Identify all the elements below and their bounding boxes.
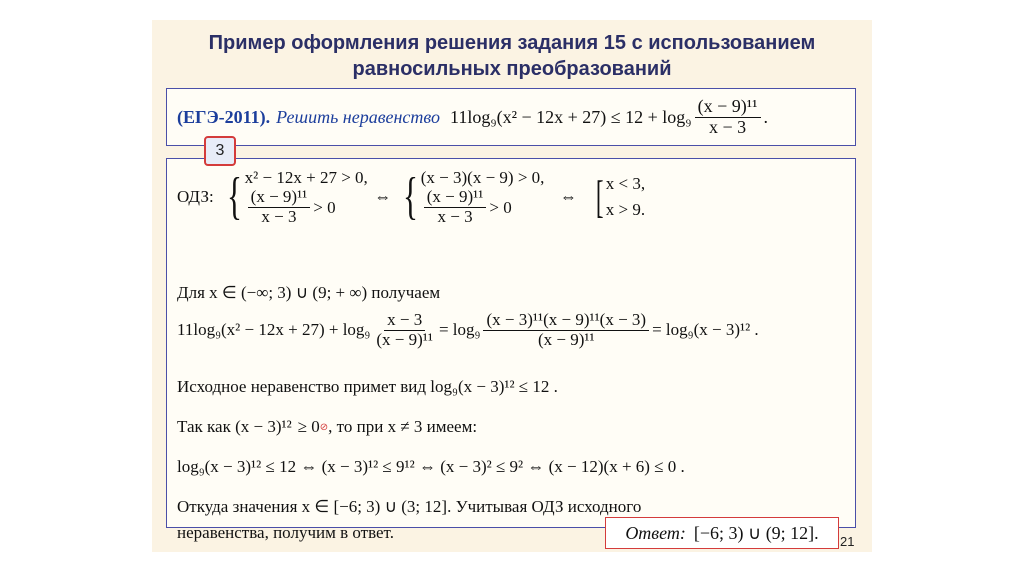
- transform-part3: = log₉(x − 3)¹² .: [652, 320, 759, 340]
- odz-set-line2: x > 9.: [605, 199, 646, 219]
- odz-sys2-tail: > 0: [489, 197, 512, 217]
- odz-label: ОДЗ:: [177, 186, 214, 206]
- since-line: [177, 417, 477, 437]
- since-part-a: Так как (x − 3)¹²: [177, 417, 292, 436]
- chain-line: log₉(x − 3)¹² ≤ 12 ⇔ (x − 3)¹² ≤ 9¹² ⇔ (x − 3)² ≤ 9² ⇔ (x − 12)(x + 6) ≤ 0 .: [177, 457, 685, 476]
- transform-part2: = log₉: [438, 320, 481, 340]
- odz-sys2-frac-num: (x − 9)¹¹: [424, 188, 487, 208]
- red-mark-icon: ⊘: [319, 421, 329, 433]
- solution-box: [166, 158, 856, 543]
- brace-left-icon: {: [226, 167, 242, 225]
- odz-system-2: [398, 167, 545, 227]
- page-number: 21: [840, 534, 855, 549]
- transform-f2-num: (x − 3)¹¹(x − 9)¹¹(x − 3): [483, 311, 649, 331]
- conclusion-line-2: неравенства, получим в ответ.: [177, 523, 394, 542]
- transform-f1-num: x − 3: [384, 311, 425, 331]
- answer-box: [605, 517, 839, 549]
- problem-box: [166, 88, 856, 146]
- since-geq: ≥ 0: [297, 417, 320, 436]
- odz-row: [177, 167, 649, 227]
- odz-sys1-tail: > 0: [313, 197, 336, 217]
- slide: [152, 20, 872, 552]
- odz-sys1-frac-den: x − 3: [261, 206, 297, 226]
- brace-left-icon: {: [402, 167, 418, 225]
- odz-sys1-frac-num: (x − 9)¹¹: [248, 188, 311, 208]
- problem-fraction-den: x − 3: [708, 116, 747, 137]
- slide-title: [152, 30, 872, 82]
- since-part-b: , то при x ≠ 3 имеем:: [328, 417, 478, 436]
- equiv-icon: ⇔: [559, 186, 577, 206]
- problem-end: .: [763, 106, 769, 127]
- odz-system-1: [222, 167, 368, 227]
- equiv-icon: ⇔: [374, 186, 392, 206]
- odz-set: [592, 171, 645, 222]
- problem-statement: [177, 89, 768, 145]
- for-x-line: Для x ∈ (−∞; 3) ∪ (9; + ∞) получаем: [177, 283, 441, 302]
- bracket-left-icon: [: [596, 170, 604, 222]
- conclusion-line-1: Откуда значения x ∈ [−6; 3) ∪ (3; 12]. Учитывая ОДЗ исходного: [177, 497, 642, 516]
- transform-f2-den: (x − 9)¹¹: [537, 329, 595, 349]
- transform-fraction-1: [373, 311, 436, 349]
- transform-f1-den: (x − 9)¹¹: [376, 329, 433, 349]
- title-line-2: равносильных преобразований: [352, 58, 672, 80]
- answer-value: [−6; 3) ∪ (9; 12].: [693, 522, 819, 543]
- task-number-badge: 3: [204, 136, 236, 166]
- transform-row: [177, 311, 759, 349]
- odz-sys2-fraction: [424, 188, 487, 226]
- odz-sys2-line1: (x − 3)(x − 9) > 0,: [420, 168, 545, 187]
- transform-part1: 11log₉(x² − 12x + 27) + log₉: [177, 320, 371, 340]
- odz-sys1-fraction: [248, 188, 311, 226]
- problem-source: (ЕГЭ-2011).: [177, 106, 271, 127]
- odz-set-line1: x < 3,: [605, 174, 646, 194]
- problem-task: Решить неравенство: [276, 106, 440, 127]
- odz-sys2-frac-den: x − 3: [437, 206, 473, 226]
- problem-lhs: 11log₉(x² − 12x + 27) ≤ 12 + log₉: [449, 106, 692, 127]
- problem-fraction-num: (x − 9)¹¹: [695, 97, 761, 118]
- original-form-line: Исходное неравенство примет вид log₉(x − 3)¹² ≤ 12 .: [177, 377, 558, 396]
- transform-fraction-2: [483, 311, 649, 349]
- problem-fraction: [695, 97, 761, 138]
- title-line-1: Пример оформления решения задания 15 с использованием: [208, 32, 816, 54]
- answer-label: Ответ:: [625, 522, 686, 543]
- odz-sys1-line1: x² − 12x + 27 > 0,: [244, 168, 368, 187]
